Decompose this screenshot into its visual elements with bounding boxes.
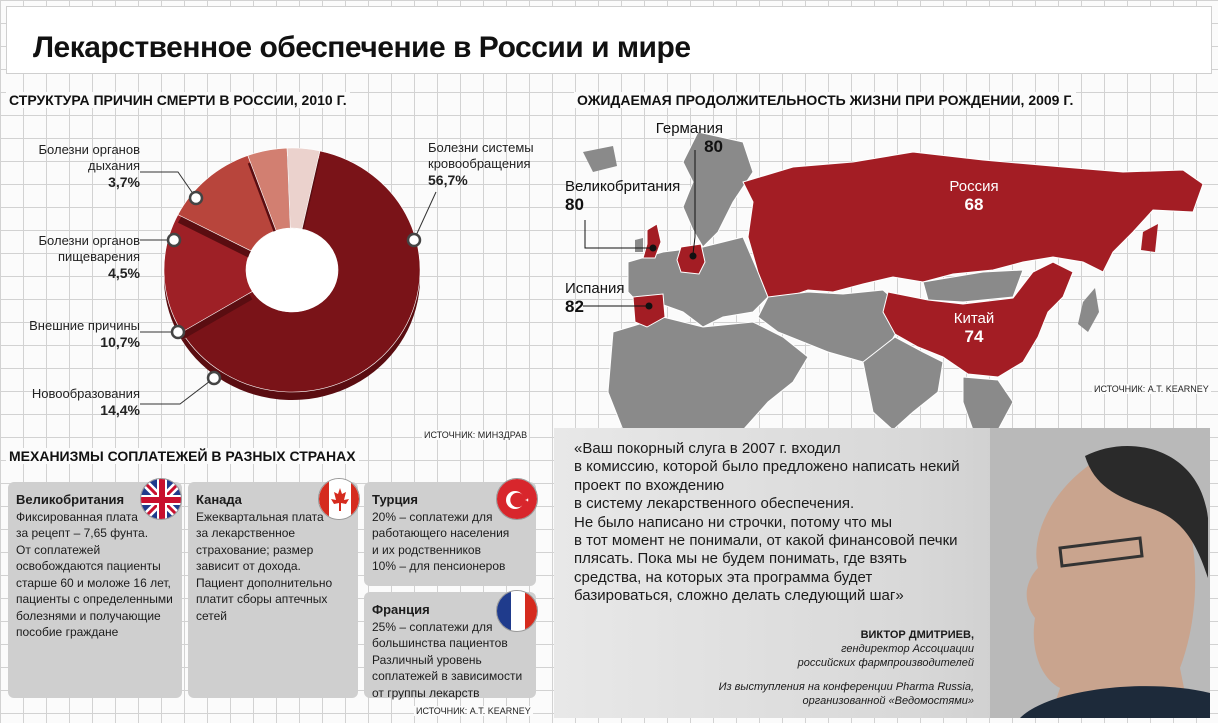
copay-card-uk-title: Великобритания [16, 492, 125, 507]
map-label-russia: Россия 68 [949, 178, 999, 214]
iceland-shape [583, 146, 617, 172]
death-causes-source: ИСТОЧНИК: МИНЗДРАВ [424, 430, 528, 440]
copay-card-turkey-line: и их родственников [372, 542, 481, 557]
africa-shape [608, 317, 808, 430]
map-label-spain: Испания 82 [565, 280, 625, 316]
copay-card-france-line: соплатежей в зависимости [372, 669, 523, 683]
map-label-china: Китай 74 [953, 310, 995, 346]
copay-card-france-line: 25% – соплатежи для [372, 619, 493, 634]
copay-card-canada-title: Канада [196, 492, 242, 507]
donut-marker-external [172, 326, 184, 338]
donut-hole [246, 228, 338, 312]
donut-marker-neoplasms [208, 372, 220, 384]
copay-card-canada-line: страхование; размер [196, 542, 314, 557]
donut-marker-circulatory [408, 234, 420, 246]
canada-flag-icon [318, 478, 360, 520]
copay-card-canada-line: платит сборы аптечных [196, 592, 328, 606]
quote-source: Из выступления на конференции Pharma Russia, организованной «Ведомостями» [718, 681, 974, 707]
map-label-uk: Великобритания 80 [565, 178, 681, 214]
copay-card-france-line: большинства пациентов [372, 636, 508, 650]
copay-card-uk-line: за рецепт – 7,65 фунта. [16, 526, 149, 540]
copay-card-canada-line: сетей [196, 608, 228, 623]
copay-card-canada-line: зависит от дохода. [196, 559, 301, 573]
copay-card-turkey-line: 10% – для пенсионеров [372, 559, 506, 573]
copay-card-canada-line: Пациент дополнительно [196, 575, 333, 590]
uk-flag-icon [140, 478, 182, 520]
title-bar [6, 6, 1212, 74]
quote-text: «Ваш покорный слуга в 2007 г. входил в комиссию, которой было предложено написать некий проект по вхождению в систему лекарственного обеспечения. Не было написано ни строчки, потому что мы в тот момент не понимали, от какой финансовой печки плясать. Пока мы не будем понимать, где взять средства, на которых эта программа будет базироваться, сложно делать следующий шаг» [574, 440, 960, 605]
copay-card-canada-line: Ежеквартальная плата [196, 509, 324, 524]
turkey-flag-icon [496, 478, 538, 520]
france-flag-icon [496, 590, 538, 632]
donut-label-digestive: Болезни органов пищеварения 4,5% [38, 233, 140, 281]
donut-leader-respiratory [140, 172, 196, 198]
ireland-shape [635, 238, 643, 252]
se-asia-shape [963, 377, 1013, 430]
copay-heading: МЕХАНИЗМЫ СОПЛАТЕЖЕЙ В РАЗНЫХ СТРАНАХ [6, 448, 359, 464]
donut-label-neoplasms: Новообразования 14,4% [31, 386, 140, 418]
donut-marker-respiratory [190, 192, 202, 204]
donut-label-respiratory: Болезни органов дыхания 3,7% [38, 142, 140, 190]
copay-card-france-line: от группы лекарств [372, 685, 480, 700]
copay-card-turkey-line: работающего населения [372, 526, 510, 540]
quote-author-name: ВИКТОР ДМИТРИЕВ, [860, 629, 974, 641]
germany-dot [690, 253, 697, 260]
kamchatka-shape [1141, 224, 1158, 252]
donut-leader-circulatory [414, 192, 436, 240]
copay-source: ИСТОЧНИК: A.T. KEARNEY [416, 706, 531, 716]
world-map [543, 112, 1213, 430]
life-expectancy-map [543, 112, 1213, 430]
map-label-germany: Германия 80 [655, 120, 723, 156]
donut-label-circulatory: Болезни системы кровообращения 56,7% [428, 140, 534, 188]
copay-card-uk-line: пособие граждане [16, 625, 119, 639]
copay-card-canada-line: за лекарственное [196, 526, 296, 540]
germany-shape [677, 244, 705, 274]
spain-dot [646, 303, 653, 310]
quote-author [798, 628, 974, 670]
copay-card-france-line: Различный уровень [372, 652, 482, 667]
copay-card-france-title: Франция [372, 602, 430, 617]
quote-author-role: гендиректор Ассоциации [841, 643, 974, 655]
copay-card-uk-line: освобождаются пациенты [16, 559, 161, 573]
life-expectancy-heading: ОЖИДАЕМАЯ ПРОДОЛЖИТЕЛЬНОСТЬ ЖИЗНИ ПРИ РОЖДЕНИИ, 2009 Г. [574, 92, 1076, 108]
quote-author-role: российских фармпроизводителей [797, 657, 974, 669]
copay-card-turkey-line: 20% – соплатежи для [372, 509, 493, 524]
life-expectancy-source: ИСТОЧНИК: A.T. KEARNEY [1094, 384, 1209, 394]
speaker-portrait-image [990, 428, 1210, 718]
japan-shape [1078, 288, 1099, 332]
donut-marker-digestive [168, 234, 180, 246]
copay-card-uk-line: Фиксированная плата [16, 509, 138, 524]
copay-card-uk-line: старше 60 и моложе 16 лет, [16, 575, 171, 590]
copay-card-uk-line: пациенты с определенными [16, 592, 173, 606]
copay-card-turkey-title: Турция [372, 492, 419, 507]
page-title: Лекарственное обеспечение в России и мире [33, 31, 691, 64]
copay-card-uk-line: болезнями и получающие [16, 608, 161, 623]
donut-leader-neoplasms [140, 378, 214, 404]
uk-dot [650, 245, 657, 252]
quote-panel [554, 428, 1210, 718]
donut-label-external: Внешние причины 10,7% [29, 318, 140, 350]
copay-card-uk-line: От соплатежей [16, 542, 101, 557]
death-causes-heading: СТРУКТУРА ПРИЧИН СМЕРТИ В РОССИИ, 2010 Г. [6, 92, 350, 108]
